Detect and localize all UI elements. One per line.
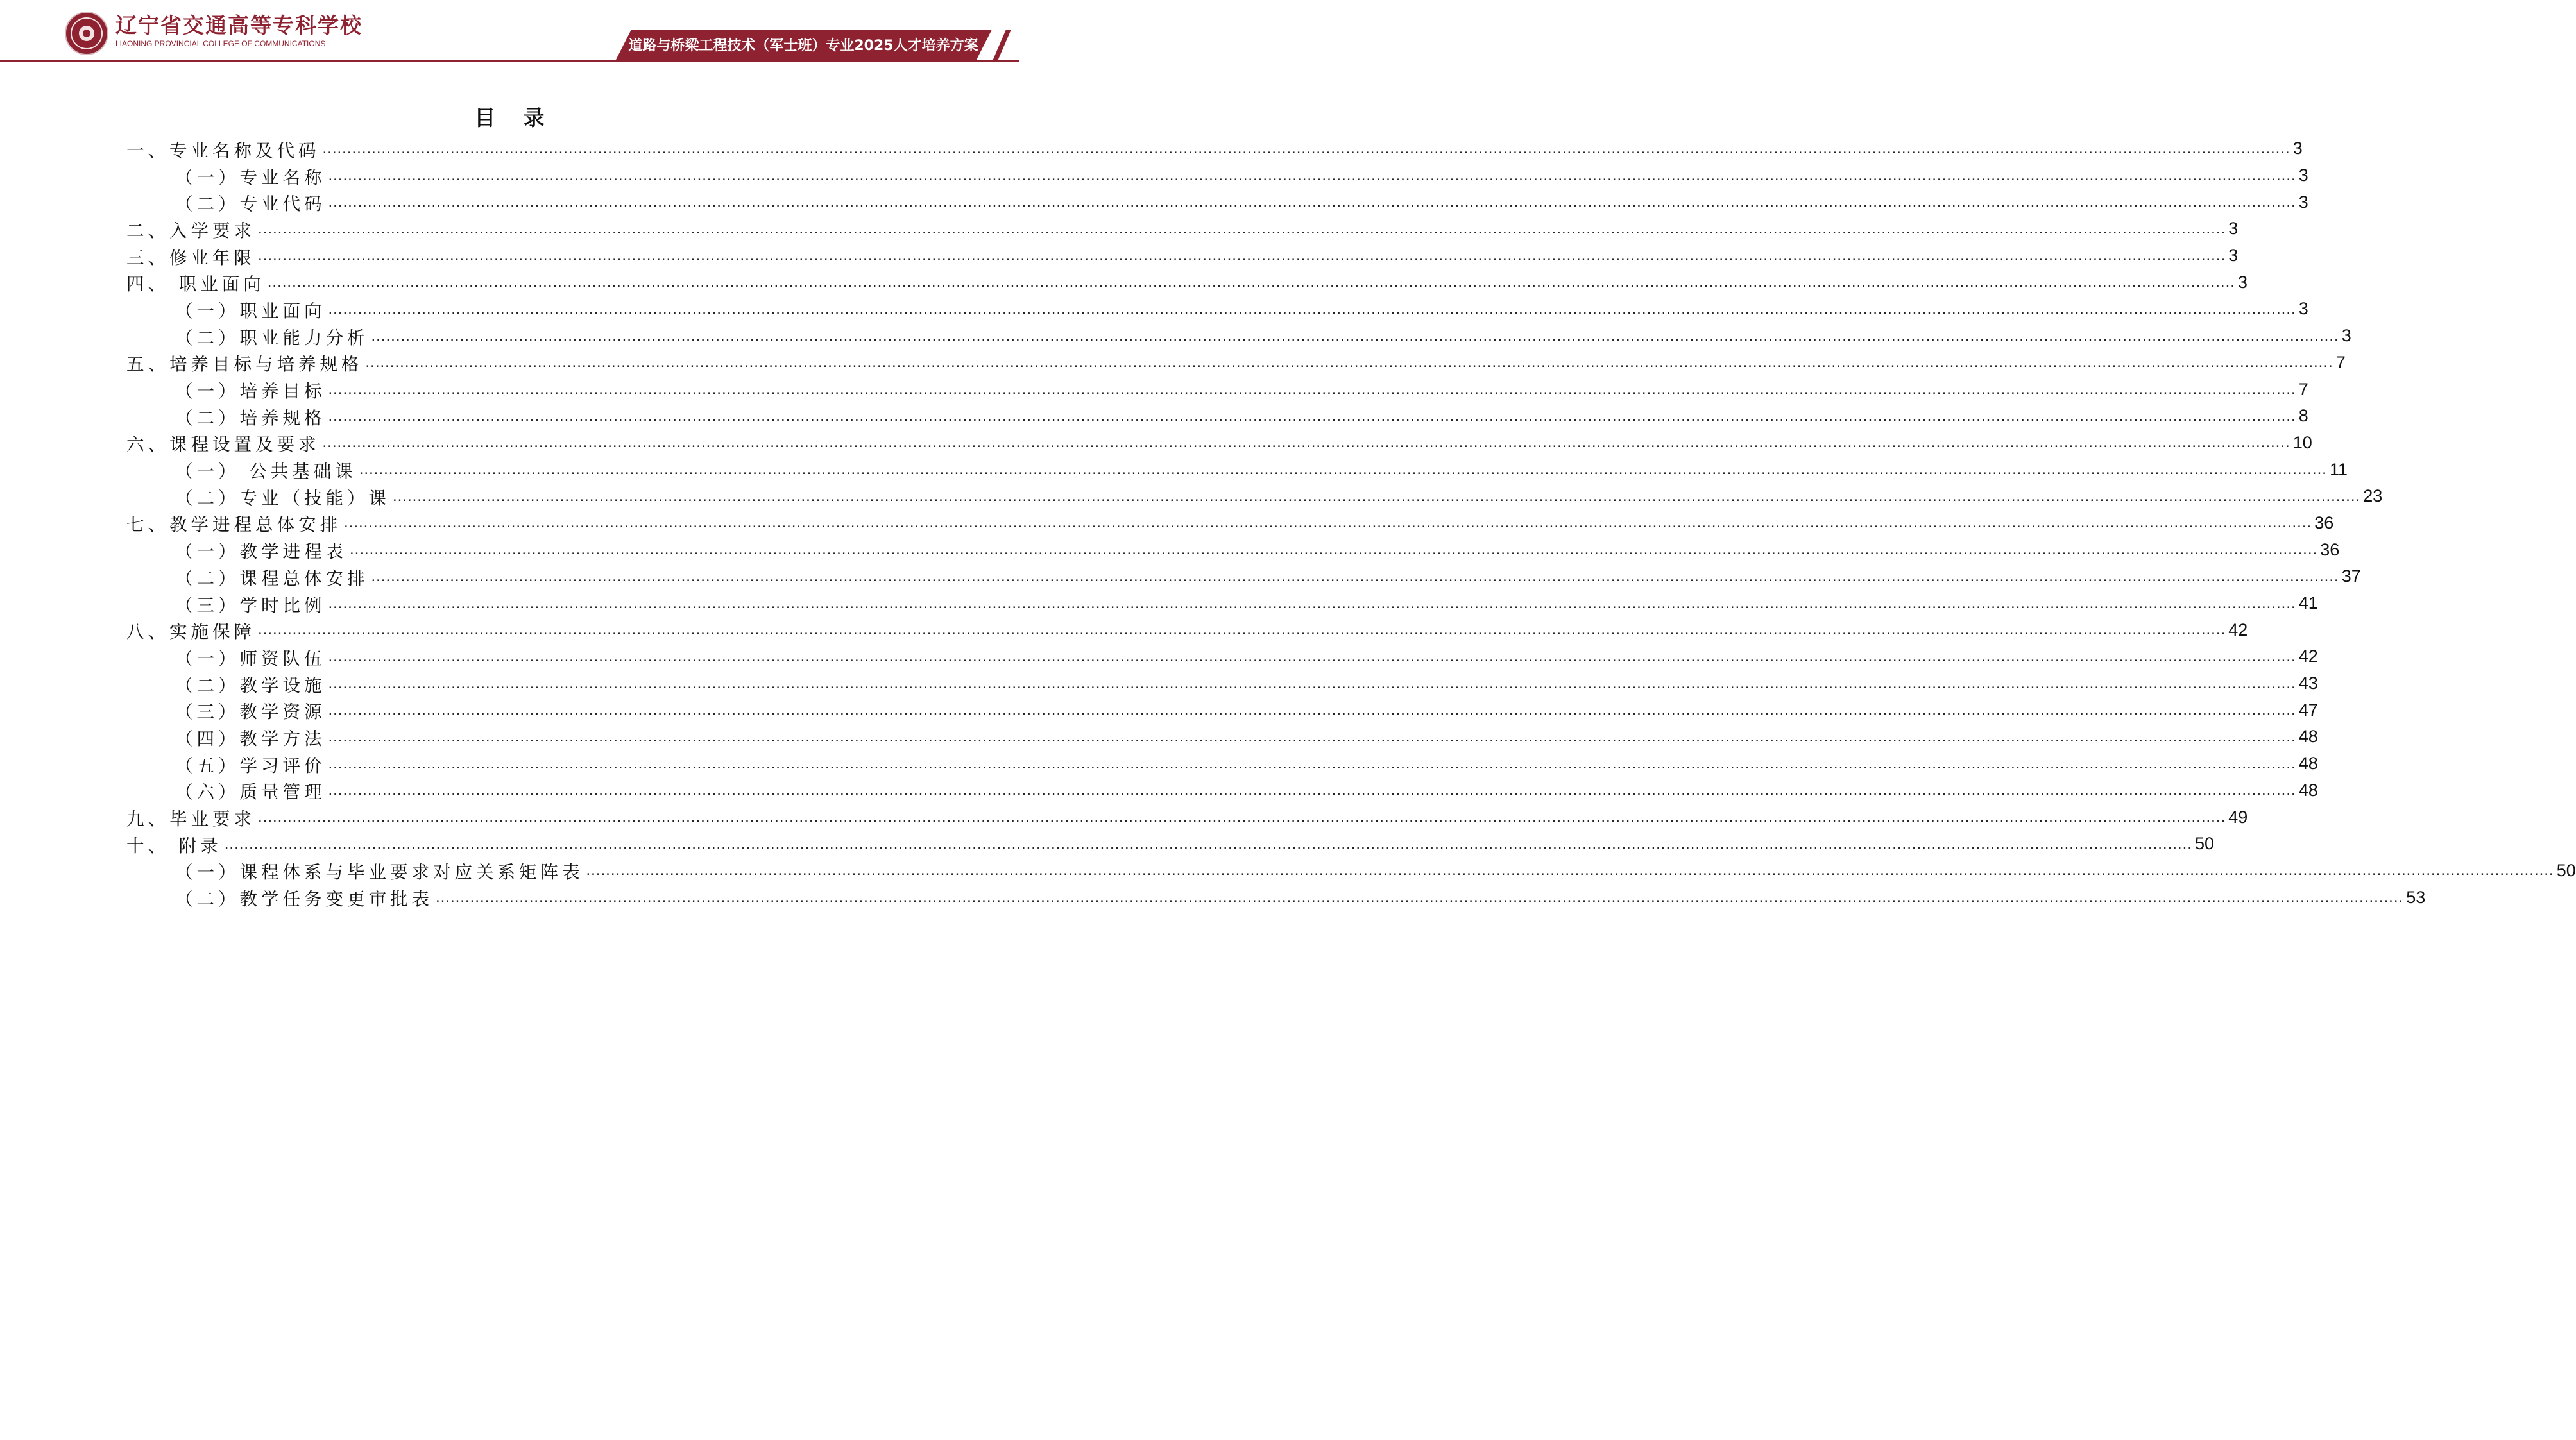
toc-entry-label: （三）学时比例 xyxy=(175,595,326,616)
toc-entry[interactable] xyxy=(126,269,2248,296)
toc-entry-label: 八、实施保障 xyxy=(126,622,255,643)
toc-dot-leader: ................................................................................................................................................................................................................................................................................................................................................................................................................ xyxy=(359,461,2327,479)
toc-entry-label: （一）培养目标 xyxy=(175,381,326,402)
toc-entry-label: 二、入学要求 xyxy=(126,220,255,241)
toc-entry-label: 四、 职业面向 xyxy=(126,274,265,295)
toc-entry-page-number: 47 xyxy=(2298,700,2318,720)
toc-entry-page-number: 23 xyxy=(2363,486,2383,506)
toc-entry-label: （二）专业（技能）课 xyxy=(175,487,390,509)
toc-dot-leader: ................................................................................................................................................................................................................................................................................................................................................................................................................ xyxy=(371,567,2339,585)
toc-dot-leader: ................................................................................................................................................................................................................................................................................................................................................................................................................ xyxy=(267,273,2235,291)
toc-entry-label: 七、教学进程总体安排 xyxy=(126,514,341,536)
toc-entry-page-number: 50 xyxy=(2556,860,2576,880)
toc-dot-leader: ................................................................................................................................................................................................................................................................................................................................................................................................................ xyxy=(328,407,2296,425)
toc-entry-label: （二）教学设施 xyxy=(175,675,326,696)
toc-entry-page-number: 36 xyxy=(2320,539,2340,559)
toc-entry[interactable] xyxy=(126,350,2346,377)
toc-entry-label: 五、培养目标与培养规格 xyxy=(126,354,363,375)
toc-entry-label: （二）专业代码 xyxy=(175,194,326,215)
toc-entry-page-number: 3 xyxy=(2298,165,2308,185)
toc-entry[interactable] xyxy=(126,750,2318,777)
toc-entry-label: （一）专业名称 xyxy=(175,167,326,188)
header-banner-edge xyxy=(992,30,1011,62)
toc-entry-page-number: 48 xyxy=(2298,780,2318,800)
college-seal-logo xyxy=(66,13,107,54)
toc-dot-leader: ................................................................................................................................................................................................................................................................................................................................................................................................................ xyxy=(258,621,2226,639)
toc-heading: 目 录 xyxy=(474,105,555,130)
toc-entry-page-number: 41 xyxy=(2298,593,2318,613)
toc-entry-label: 一、专业名称及代码 xyxy=(126,140,320,161)
toc-dot-leader: ................................................................................................................................................................................................................................................................................................................................................................................................................ xyxy=(224,834,2192,852)
toc-entry[interactable] xyxy=(126,189,2308,216)
toc-entry-label: （二）培养规格 xyxy=(175,407,326,428)
toc-entry-label: （二）教学任务变更审批表 xyxy=(175,889,433,910)
toc-entry[interactable] xyxy=(126,616,2248,643)
toc-dot-leader: ................................................................................................................................................................................................................................................................................................................................................................................................................ xyxy=(371,326,2339,344)
toc-entry-label: 十、 附录 xyxy=(126,835,222,856)
toc-dot-leader: ................................................................................................................................................................................................................................................................................................................................................................................................................ xyxy=(328,647,2296,665)
toc-entry[interactable] xyxy=(126,777,2318,804)
toc-entry-label: （一）职业面向 xyxy=(175,300,326,321)
toc-entry[interactable] xyxy=(126,483,2383,510)
table-of-contents xyxy=(126,135,2576,911)
toc-dot-leader: ................................................................................................................................................................................................................................................................................................................................................................................................................ xyxy=(328,193,2296,211)
toc-entry[interactable] xyxy=(126,376,2308,403)
toc-entry-label: （五）学习评价 xyxy=(175,755,326,776)
toc-entry-page-number: 42 xyxy=(2298,647,2318,666)
toc-entry[interactable] xyxy=(126,563,2361,590)
toc-entry-page-number: 3 xyxy=(2228,219,2239,239)
toc-entry-label: （一）课程体系与毕业要求对应关系矩阵表 xyxy=(175,862,584,883)
toc-entry-page-number: 53 xyxy=(2406,887,2426,907)
toc-entry[interactable] xyxy=(126,403,2308,430)
toc-entry[interactable] xyxy=(126,697,2318,724)
toc-entry[interactable] xyxy=(126,536,2340,563)
toc-entry-label: （一）教学进程表 xyxy=(175,541,347,563)
toc-dot-leader: ................................................................................................................................................................................................................................................................................................................................................................................................................ xyxy=(393,487,2361,505)
toc-entry-label: 三、修业年限 xyxy=(126,247,255,268)
toc-dot-leader: ................................................................................................................................................................................................................................................................................................................................................................................................................ xyxy=(328,727,2296,745)
toc-entry[interactable] xyxy=(126,804,2248,831)
toc-dot-leader: ................................................................................................................................................................................................................................................................................................................................................................................................................ xyxy=(322,434,2290,452)
toc-entry-label: 九、毕业要求 xyxy=(126,809,255,830)
toc-entry-page-number: 37 xyxy=(2341,566,2361,586)
toc-entry-page-number: 8 xyxy=(2298,406,2308,426)
toc-dot-leader: ................................................................................................................................................................................................................................................................................................................................................................................................................ xyxy=(258,219,2226,237)
toc-entry-page-number: 3 xyxy=(2228,246,2239,266)
toc-entry-page-number: 7 xyxy=(2335,352,2346,372)
toc-dot-leader: ................................................................................................................................................................................................................................................................................................................................................................................................................ xyxy=(328,300,2296,318)
toc-entry-page-number: 42 xyxy=(2228,620,2248,640)
institution-name-en: LIAONING PROVINCIAL COLLEGE OF COMMUNICATIONS xyxy=(115,39,326,48)
toc-dot-leader: ................................................................................................................................................................................................................................................................................................................................................................................................................ xyxy=(328,594,2296,612)
toc-dot-leader: ................................................................................................................................................................................................................................................................................................................................................................................................................ xyxy=(322,139,2290,157)
toc-entry-page-number: 3 xyxy=(2341,326,2351,346)
toc-entry-page-number: 48 xyxy=(2298,727,2318,747)
toc-dot-leader: ................................................................................................................................................................................................................................................................................................................................................................................................................ xyxy=(586,861,2554,879)
toc-entry[interactable] xyxy=(126,323,2351,350)
institution-name-cn: 辽宁省交通高等专科学校 xyxy=(115,13,363,38)
toc-entry-label: （六）质量管理 xyxy=(175,782,326,803)
toc-entry-label: （四）教学方法 xyxy=(175,728,326,749)
toc-entry-page-number: 10 xyxy=(2292,432,2312,452)
toc-entry[interactable] xyxy=(126,510,2334,537)
toc-entry[interactable] xyxy=(126,831,2214,858)
toc-dot-leader: ................................................................................................................................................................................................................................................................................................................................................................................................................ xyxy=(258,808,2226,826)
toc-entry[interactable] xyxy=(126,162,2308,189)
toc-entry[interactable] xyxy=(126,135,2303,162)
toc-entry-label: 六、课程设置及要求 xyxy=(126,434,320,455)
toc-entry-page-number: 49 xyxy=(2228,807,2248,827)
toc-entry[interactable] xyxy=(126,242,2239,269)
toc-dot-leader: ................................................................................................................................................................................................................................................................................................................................................................................................................ xyxy=(328,674,2296,692)
toc-entry-page-number: 36 xyxy=(2314,512,2334,532)
toc-entry[interactable] xyxy=(126,884,2426,911)
page-header xyxy=(0,0,1019,64)
toc-entry[interactable] xyxy=(126,724,2318,750)
toc-entry[interactable] xyxy=(126,296,2308,323)
toc-entry-page-number: 3 xyxy=(2237,272,2248,292)
toc-dot-leader: ................................................................................................................................................................................................................................................................................................................................................................................................................ xyxy=(328,701,2296,719)
toc-entry-page-number: 3 xyxy=(2292,139,2303,158)
toc-dot-leader: ................................................................................................................................................................................................................................................................................................................................................................................................................ xyxy=(436,888,2404,906)
toc-entry[interactable] xyxy=(126,643,2318,670)
toc-entry[interactable] xyxy=(126,456,2348,483)
toc-entry-page-number: 11 xyxy=(2329,459,2348,479)
toc-dot-leader: ................................................................................................................................................................................................................................................................................................................................................................................................................ xyxy=(328,380,2296,398)
toc-entry[interactable] xyxy=(126,670,2318,697)
toc-entry-label: （一）师资队伍 xyxy=(175,648,326,669)
toc-dot-leader: ................................................................................................................................................................................................................................................................................................................................................................................................................ xyxy=(344,514,2312,532)
toc-entry-page-number: 50 xyxy=(2194,834,2214,854)
toc-entry[interactable] xyxy=(126,590,2318,617)
toc-entry[interactable] xyxy=(126,430,2312,457)
toc-dot-leader: ................................................................................................................................................................................................................................................................................................................................................................................................................ xyxy=(258,246,2226,264)
toc-entry[interactable] xyxy=(126,216,2239,242)
toc-dot-leader: ................................................................................................................................................................................................................................................................................................................................................................................................................ xyxy=(328,166,2296,184)
toc-entry-page-number: 7 xyxy=(2298,379,2308,399)
toc-entry-label: （一） 公共基础课 xyxy=(175,461,357,482)
toc-dot-leader: ................................................................................................................................................................................................................................................................................................................................................................................................................ xyxy=(328,781,2296,799)
toc-entry-label: （二）课程总体安排 xyxy=(175,568,369,589)
toc-dot-leader: ................................................................................................................................................................................................................................................................................................................................................................................................................ xyxy=(350,541,2318,559)
toc-dot-leader: ................................................................................................................................................................................................................................................................................................................................................................................................................ xyxy=(365,353,2333,371)
toc-dot-leader: ................................................................................................................................................................................................................................................................................................................................................................................................................ xyxy=(328,754,2296,772)
toc-entry-page-number: 43 xyxy=(2298,673,2318,693)
toc-entry-page-number: 3 xyxy=(2298,192,2308,212)
toc-entry-page-number: 48 xyxy=(2298,754,2318,774)
toc-entry-page-number: 3 xyxy=(2298,299,2308,319)
toc-entry-label: （三）教学资源 xyxy=(175,702,326,723)
toc-entry[interactable] xyxy=(126,858,2576,885)
seal-core xyxy=(79,26,94,41)
toc-entry-label: （二）职业能力分析 xyxy=(175,327,369,348)
document-title: 道路与桥梁工程技术（军士班）专业2025人才培养方案 xyxy=(628,38,978,54)
